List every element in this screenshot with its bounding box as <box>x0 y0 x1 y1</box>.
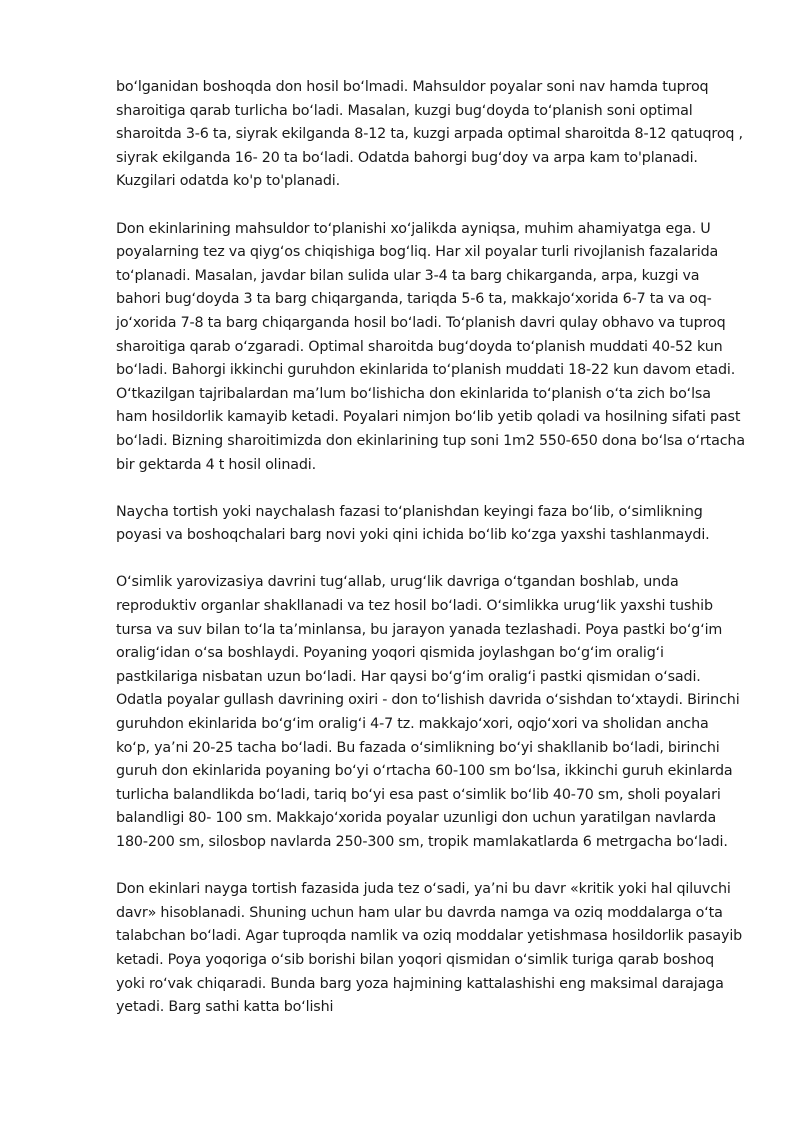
paragraph-5: Don ekinlari nayga tortish fazasida juda tez oʻsadi, ya’ni bu davr «kritik yoki hal qiluvchi davr» hisoblanadi. Shuning uchun ham ular bu davrda namga va oziq moddalarga oʻta talabchan boʻladi. Agar tuproqda namlik va oziq moddalar yetishmasa hosildorlik pasayib ketadi. Poya yoqoriga oʻsib borishi bilan yoqori qismidan oʻsimlik turiga qarab boshoq yoki roʻvak chiqaradi. Bunda barg yoza hajmining kattalashishi eng maksimal darajaga yetadi. Barg sathi katta boʻlishi <box>116 881 743 1016</box>
document-body <box>116 76 746 1043</box>
paragraph-3: Naycha tortish yoki naychalash fazasi toʻplanishdan keyingi faza boʻlib, oʻsimlikning poyasi va boshoqchalari barg novi yoki qini ichida boʻlib koʻzga yaxshi tashlanmaydi. <box>116 503 710 544</box>
paragraph-4: Oʻsimlik yarovizasiya davrini tugʻallab, urugʻlik davriga oʻtgandan boshlab, unda reproduktiv organlar shakllanadi va tez hosil boʻladi. Oʻsimlikka urugʻlik yaxshi tushib tursa va suv bilan toʻla ta’minlansa, bu jarayon yanada tezlashadi. Poya pastki boʻgʻim oraligʻidan oʻsa boshlaydi. Poyaning yoqori qismida joylashgan boʻgʻim oraligʻi pastkilariga nisbatan uzun boʻladi. Har qaysi boʻgʻim oraligʻi pastki qismidan oʻsadi. Odatla poyalar gullash davrining oxiri - don toʻlishish davrida oʻsishdan toʻxtaydi. Birinchi guruhdon ekinlarida boʻgʻim oraligʻi 4-7 tz. makkajoʻxori, oqjoʻxori va sholidan ancha koʻp, ya’ni 20-25 tacha boʻladi. Bu fazada oʻsimlikning boʻyi shakllanib boʻladi, birinchi guruh don ekinlarida poyaning boʻyi oʻrtacha 60-100 sm boʻlsa, ikkinchi guruh ekinlarda turlicha balandlikda boʻladi, tariq boʻyi esa past oʻsimlik boʻlib 40-70 sm, sholi poyalari balandligi 80- 100 sm. Makkajoʻxorida poyalar uzunligi don uchun yaratilgan navlarda 180-200 sm, silosbop navlarda 250-300 sm, tropik mamlakatlarda 6 metrgacha boʻladi. <box>116 574 740 850</box>
paragraph-1: boʻlganidan boshoqda don hosil boʻlmadi. Mahsuldor poyalar soni nav hamda tuproq sharoitiga qarab turlicha boʻladi. Masalan, kuzgi bugʻdoyda toʻplanish soni optimal sharoitda 3-6 ta, siyrak ekilganda 8-12 ta, kuzgi arpada optimal sharoitda 8-12 qatuqroq , siyrak ekilganda 16- 20 ta boʻladi. Odatda bahorgi bugʻdoy va arpa kam to'planadi. Kuzgilari odatda ko'p to'planadi. <box>116 79 743 190</box>
paragraph-2: Don ekinlarining mahsuldor toʻplanishi xoʻjalikda ayniqsa, muhim ahamiyatga ega. U poyalarning tez va qiygʻos chiqishiga bogʻliq. Har xil poyalar turli rivojlanish fazalarida toʻplanadi. Masalan, javdar bilan sulida ular 3-4 ta barg chikarganda, arpa, kuzgi va bahori bugʻdoyda 3 ta barg chiqarganda, tariqda 5-6 ta, makkajoʻxorida 6-7 ta va oq-joʻxorida 7-8 ta barg chiqarganda hosil boʻladi. Toʻplanish davri qulay obhavo va tuproq sharoitiga qarab oʻzgaradi. Optimal sharoitda bugʻdoyda toʻplanish muddati 40-52 kun boʻladi. Bahorgi ikkinchi guruhdon ekinlarida toʻplanish muddati 18-22 kun davom etadi. Oʻtkazilgan tajribalardan ma’lum boʻlishicha don ekinlarida toʻplanish oʻta zich boʻlsa ham hosildorlik kamayib ketadi. Poyalari nimjon boʻlib yetib qoladi va hosilning sifati past boʻladi. Bizning sharoitimizda don ekinlarining tup soni 1m2 550-650 dona boʻlsa oʻrtacha bir gektarda 4 t hosil olinadi. <box>116 220 745 473</box>
